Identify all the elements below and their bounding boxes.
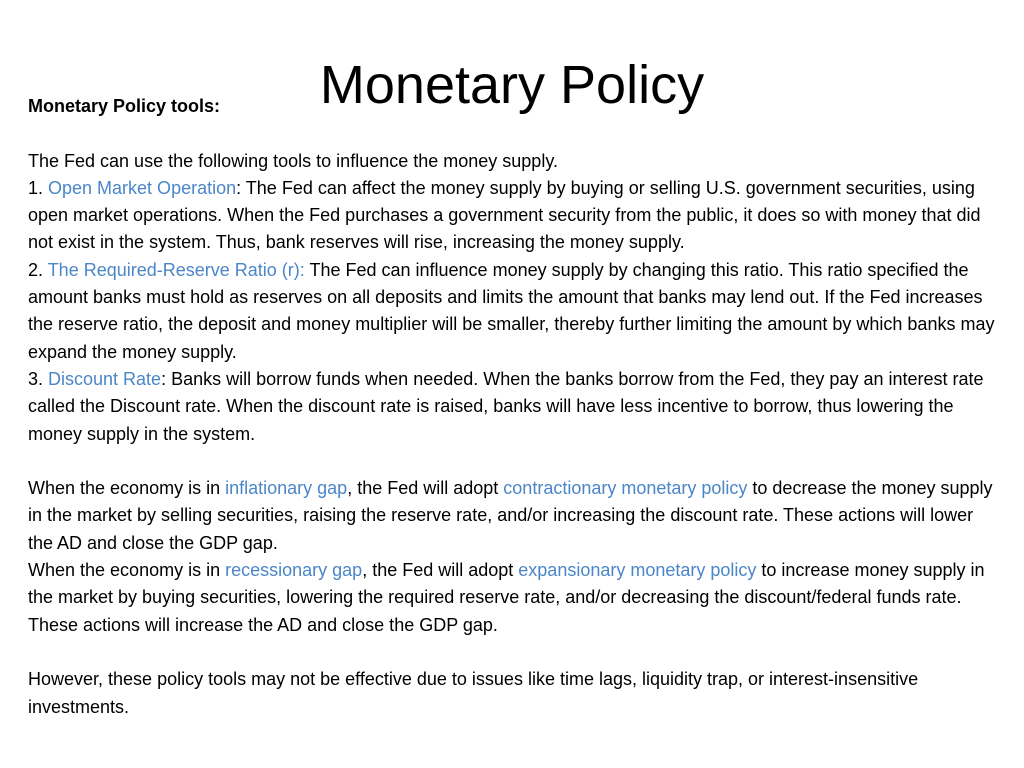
tool-description: : The Fed can affect the money supply by buying or selling U.S. government securities, using open market operations. When the Fed purchases a government security from the public, it does so with money that did not exist in the system. Thus, bank reserves will rise, increasing the money supply.: [28, 177, 981, 253]
spacer: [28, 448, 996, 475]
tool-number: 2.: [28, 259, 48, 280]
paragraph-mid: , the Fed will adopt: [347, 478, 504, 499]
tool-description: The Fed can influence money supply by changing this ratio. This ratio specified the amount banks must hold as reserves on all deposits and limits the amount that banks may lend out. If the Fed increases the reserve ratio, the deposit and money multiplier will be smaller, thereby further limiting the amount by which banks may expand the money supply.: [28, 259, 995, 362]
slide-title: Monetary Policy: [319, 55, 705, 116]
paragraph-mid: , the Fed will adopt: [362, 560, 519, 581]
intro-text: The Fed can use the following tools to influence the money supply.: [28, 150, 558, 171]
contractionary-policy-term: contractionary monetary policy: [503, 478, 748, 499]
tool-item-required-reserve: [28, 257, 996, 366]
tool-item-open-market: [28, 175, 996, 257]
tool-term: Open Market Operation: [48, 177, 237, 198]
spacer: [28, 639, 996, 666]
conclusion-paragraph: However, these policy tools may not be effective due to issues like time lags, liquidity trap, or interest-insensitive investments.: [28, 669, 919, 717]
slide-body: [28, 93, 996, 721]
paragraph-tail: to decrease the money supply in the market by selling securities, raising the reserve rate, and/or increasing the discount rate. These actions will lower the AD and close the GDP gap.: [28, 478, 993, 553]
subheading: Monetary Policy tools:: [28, 96, 221, 116]
tool-item-discount-rate: [28, 366, 996, 448]
recessionary-gap-term: recessionary gap: [225, 560, 363, 581]
tool-number: 3.: [28, 368, 49, 389]
paragraph-lead: When the economy is in: [28, 560, 226, 581]
paragraph-tail: to increase money supply in the market by buying securities, lowering the required reserve rate, and/or decreasing the discount/federal funds rate. These actions will increase the AD and close the GDP gap.: [28, 560, 985, 635]
tool-term: Discount Rate: [48, 368, 162, 389]
spacer: [28, 120, 996, 147]
expansionary-policy-term: expansionary monetary policy: [518, 560, 757, 581]
recessionary-paragraph: [28, 557, 996, 639]
tool-term: The Required-Reserve Ratio (r):: [47, 259, 305, 280]
inflationary-gap-term: inflationary gap: [225, 478, 348, 499]
tool-number: 1.: [28, 177, 49, 198]
inflationary-paragraph: [28, 475, 996, 557]
paragraph-lead: When the economy is in: [28, 478, 226, 499]
tool-description: : Banks will borrow funds when needed. When the banks borrow from the Fed, they pay an interest rate called the Discount rate. When the discount rate is raised, banks will have less incentive to borrow, thus lowering the money supply in the system.: [28, 368, 984, 444]
